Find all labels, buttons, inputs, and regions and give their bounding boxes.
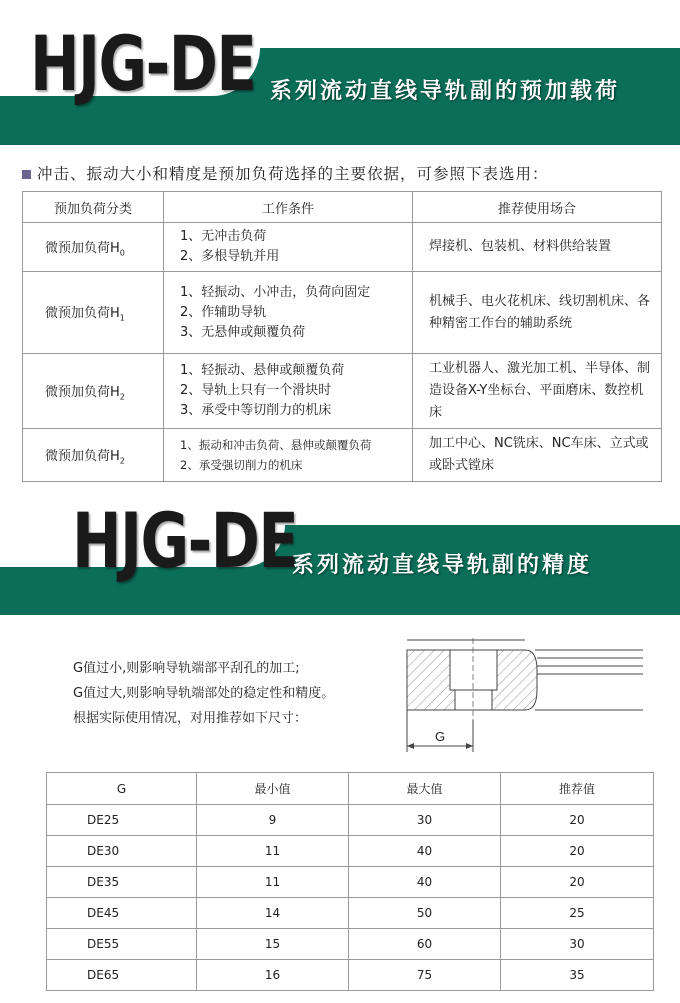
conditions-cell: 1、轻振动、悬伸或颠覆负荷 2、导轨上只有一个滑块时 3、承受中等切削力的机床 xyxy=(164,354,413,429)
preload-intro: 冲击、振动大小和精度是预加负荷选择的主要依据，可参照下表选用： xyxy=(22,162,549,184)
model-cell: DE55 xyxy=(47,929,197,960)
conditions-cell: 1、振动和冲击负荷、悬伸或颠覆负荷 2、承受强切削力的机床 xyxy=(164,429,413,482)
recommended-cell: 25 xyxy=(501,898,654,929)
series-title: HJG-DE xyxy=(72,496,298,585)
dimension-label: G xyxy=(434,729,446,744)
usage-cell: 机械手、电火花机床、线切割机床、各种精密工作台的辅助系统 xyxy=(413,272,662,354)
conditions-cell: 1、无冲击负荷 2、多根导轨并用 xyxy=(164,223,413,272)
table-row xyxy=(47,805,654,836)
conditions-cell: 1、轻振动、小冲击，负荷向固定 2、作辅助导轨 3、无悬伸或颠覆负荷 xyxy=(164,272,413,354)
table-row xyxy=(23,272,662,354)
max-cell: 40 xyxy=(349,836,501,867)
max-cell: 40 xyxy=(349,867,501,898)
preload-class: 微预加负荷$H_1$ xyxy=(23,272,164,354)
table-row xyxy=(47,960,654,991)
header-cell: 工作条件 xyxy=(164,192,413,223)
recommended-cell: 20 xyxy=(501,805,654,836)
table-row xyxy=(47,836,654,867)
usage-cell: 加工中心、NC铣床、NC车床、立式或或卧式镗床 xyxy=(413,429,662,482)
table-row xyxy=(23,354,662,429)
header-cell: 预加负荷分类 xyxy=(23,192,164,223)
min-cell: 11 xyxy=(197,867,349,898)
recommended-cell: 30 xyxy=(501,929,654,960)
model-cell: DE45 xyxy=(47,898,197,929)
max-cell: 75 xyxy=(349,960,501,991)
recommended-cell: 35 xyxy=(501,960,654,991)
usage-cell: 焊接机、包装机、材料供给装置 xyxy=(413,223,662,272)
preload-table xyxy=(22,191,662,482)
header-cell: 推荐值 xyxy=(501,773,654,805)
bullet-icon xyxy=(22,170,31,179)
table-row xyxy=(23,223,662,272)
rail-section-left xyxy=(407,650,455,710)
note-line: G值过小,则影响导轨端部平刮孔的加工; xyxy=(73,661,300,676)
model-cell: DE35 xyxy=(47,867,197,898)
header-cell: 最大值 xyxy=(349,773,501,805)
max-cell: 60 xyxy=(349,929,501,960)
usage-cell: 工业机器人、激光加工机、半导体、制造设备X-Y坐标台、平面磨床、数控机床 xyxy=(413,354,662,429)
min-cell: 14 xyxy=(197,898,349,929)
model-cell: DE30 xyxy=(47,836,197,867)
table-header-row xyxy=(23,192,662,223)
model-cell: DE25 xyxy=(47,805,197,836)
series-title: HJG-DE xyxy=(30,19,256,108)
min-cell: 15 xyxy=(197,929,349,960)
table-row xyxy=(47,898,654,929)
table-row xyxy=(47,929,654,960)
table-row xyxy=(47,867,654,898)
header-cell: 推荐使用场合 xyxy=(413,192,662,223)
rail-end-diagram xyxy=(375,630,665,755)
accuracy-subtitle: 系列流动直线导轨副的精度 xyxy=(292,553,593,578)
max-cell: 50 xyxy=(349,898,501,929)
bolt-hole xyxy=(455,690,492,710)
preload-class: 微预加负荷$H_2$ xyxy=(23,354,164,429)
preload-class: 微预加负荷$H_2$ xyxy=(23,429,164,482)
min-cell: 11 xyxy=(197,836,349,867)
recommended-cell: 20 xyxy=(501,836,654,867)
rail-section-right xyxy=(492,650,537,710)
model-cell: DE65 xyxy=(47,960,197,991)
note-line: G值过大,则影响导轨端部处的稳定性和精度。 xyxy=(73,686,335,701)
preload-class: 微预加负荷$H_0$ xyxy=(23,223,164,272)
table-header-row xyxy=(47,773,654,805)
g-notes xyxy=(73,656,334,731)
g-table xyxy=(46,772,654,991)
min-cell: 9 xyxy=(197,805,349,836)
table-row xyxy=(23,429,662,482)
note-line: 根据实际使用情况，对用推荐如下尺寸： xyxy=(73,711,308,726)
counterbore xyxy=(450,650,497,690)
preload-subtitle: 系列流动直线导轨副的预加载荷 xyxy=(270,79,621,104)
header-cell: 最小值 xyxy=(197,773,349,805)
header-cell: G xyxy=(47,773,197,805)
recommended-cell: 20 xyxy=(501,867,654,898)
min-cell: 16 xyxy=(197,960,349,991)
max-cell: 30 xyxy=(349,805,501,836)
